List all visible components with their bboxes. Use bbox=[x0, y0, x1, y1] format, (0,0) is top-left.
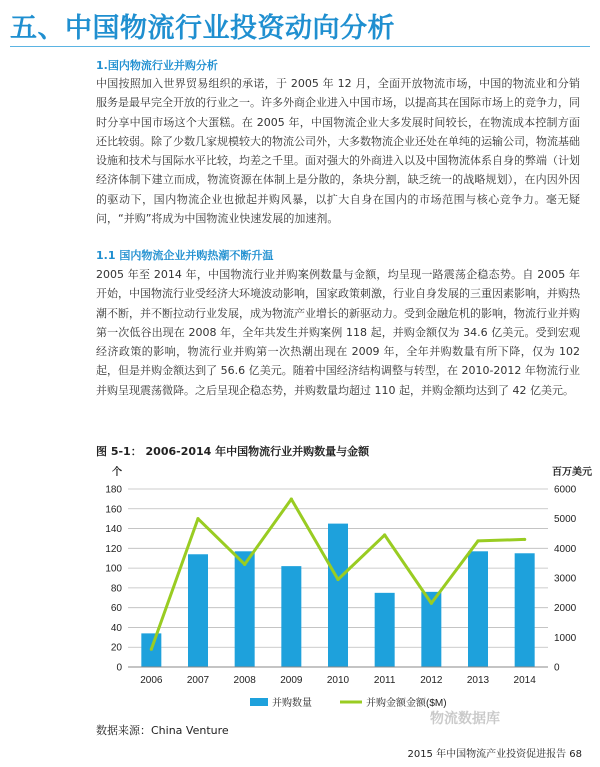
page-title: 五、中国物流行业投资动向分析 bbox=[10, 13, 395, 44]
bar-2011 bbox=[375, 593, 395, 667]
right-axis-tick-label: 0 bbox=[554, 662, 560, 674]
x-axis-tick-label: 2007 bbox=[186, 675, 210, 686]
x-axis-tick-label: 2012 bbox=[420, 675, 443, 686]
bar-2007 bbox=[188, 554, 208, 667]
line-point-2014 bbox=[523, 538, 526, 541]
legend-label-bars: 并购数量 bbox=[272, 698, 312, 709]
line-point-2006 bbox=[150, 648, 153, 651]
right-axis-label: 百万美元 bbox=[552, 467, 592, 478]
left-axis-tick-label: 0 bbox=[116, 662, 122, 674]
right-axis-tick-label: 1000 bbox=[554, 632, 577, 644]
x-axis-tick-label: 2009 bbox=[280, 675, 303, 686]
bar-2008 bbox=[235, 551, 255, 667]
right-axis-tick-label: 2000 bbox=[554, 603, 577, 615]
line-point-2013 bbox=[476, 539, 479, 542]
line-point-2009 bbox=[290, 497, 293, 500]
title-divider bbox=[10, 46, 590, 47]
section-heading-1-1: 1.1 国内物流企业并购热潮不断升温 bbox=[96, 249, 274, 262]
left-axis-tick-label: 160 bbox=[105, 504, 122, 516]
right-axis-tick-label: 3000 bbox=[554, 573, 577, 585]
chart-legend bbox=[250, 696, 447, 709]
merger-chart bbox=[0, 455, 600, 717]
bar-2014 bbox=[515, 553, 535, 667]
line-point-2011 bbox=[383, 533, 386, 536]
left-axis-tick-label: 40 bbox=[110, 622, 122, 634]
line-point-2007 bbox=[196, 517, 199, 520]
right-axis-tick-label: 6000 bbox=[554, 484, 577, 496]
x-axis-tick-label: 2006 bbox=[140, 675, 163, 686]
x-axis-tick-label: 2014 bbox=[513, 675, 536, 686]
x-axis-tick-label: 2011 bbox=[373, 675, 396, 686]
x-axis-tick-label: 2013 bbox=[466, 675, 490, 686]
bar-2009 bbox=[281, 566, 301, 667]
line-point-2008 bbox=[243, 563, 246, 566]
left-axis-tick-label: 140 bbox=[105, 524, 122, 536]
section-paragraph-1: 中国按照加入世界贸易组织的承诺，于 2005 年 12 月，全面开放物流市场，中国的物流业和分销服务是最早完全开放的行业之一。许多外商企业进入中国市场，以提高其在国际市场上的竞争力，同时分享中国市场这个大蛋糕。在 2005 年，中国物流企业大多发展时间较长，在物流成本控制方面还比较弱。除了少数几家规模较大的物流公司外，大多数物流企业还处在单纯的运输公司，物流基础设施和技术与国际水平比较，均差之千里。面对强大的外商进入以及中国物流体系自身的弊端（计划经济体制下建立而成，物流资源在体制上是分散的，条块分割，缺乏统一的战略规划），在内因外因的驱动下，国内物流企业也掀起并购风暴，以扩大自身在国内的市场范围与核心竞争力。毫无疑问，“并购”将成为中国物流业快速发展的加速剂。 bbox=[96, 77, 580, 226]
x-axis-tick-label: 2010 bbox=[326, 675, 350, 686]
data-source: 数据来源：China Venture bbox=[96, 724, 229, 737]
section-heading-1: 1.国内物流行业并购分析 bbox=[96, 59, 218, 72]
section-paragraph-2: 2005 年至 2014 年，中国物流行业并购案例数量与金额，均呈现一路震荡企稳态势。自 2005 年开始，中国物流行业受经济大环境波动影响，国家政策刺激，行业自身发展的三重因素影响，并购热潮不断，并不断拉动行业发展，成为物流产业增长的新驱动力。受到金融危机的影响，物流行业并购第一次低谷出现在 2008 年，全年共发生并购案例 118 起，并购金额仅为 34.6 亿美元。受到宏观经济政策的影响，物流行业并购第一次热潮出现在 2009 年，全年并购数量有所下降，仅为 102 起，但是并购金额达到了 56.6 亿美元。随着中国经济结构调整与转型，在 2010-2012 年物流行业并购呈现震荡微降。之后呈现企稳态势，并购数量均超过 110 起，并购金额均达到了 42 亿美元。 bbox=[96, 268, 580, 397]
figure-caption: 图 5-1： 2006-2014 年中国物流行业并购数量与金额 bbox=[96, 445, 370, 458]
left-axis-tick-label: 120 bbox=[105, 543, 122, 555]
page-footer: 2015 年中国物流产业投资促进报告 68 bbox=[407, 749, 582, 760]
left-axis-tick-label: 100 bbox=[105, 563, 122, 575]
left-axis-tick-label: 80 bbox=[110, 583, 122, 595]
line-point-2012 bbox=[430, 602, 433, 605]
right-axis-tick-label: 4000 bbox=[554, 543, 577, 555]
bar-2013 bbox=[468, 551, 488, 667]
legend-swatch-bars bbox=[250, 698, 268, 706]
line-point-2010 bbox=[336, 578, 339, 581]
left-axis-label: 个 bbox=[112, 467, 122, 478]
x-axis-tick-label: 2008 bbox=[233, 675, 256, 686]
watermark-text: 物流数据库 bbox=[430, 711, 500, 727]
bar-2010 bbox=[328, 524, 348, 667]
right-axis-tick-label: 5000 bbox=[554, 514, 577, 526]
left-axis-tick-label: 60 bbox=[110, 603, 122, 615]
left-axis-tick-label: 180 bbox=[105, 484, 122, 496]
legend-label-line: 并购金额金额($M) bbox=[366, 698, 447, 709]
left-axis-tick-label: 20 bbox=[110, 642, 122, 654]
